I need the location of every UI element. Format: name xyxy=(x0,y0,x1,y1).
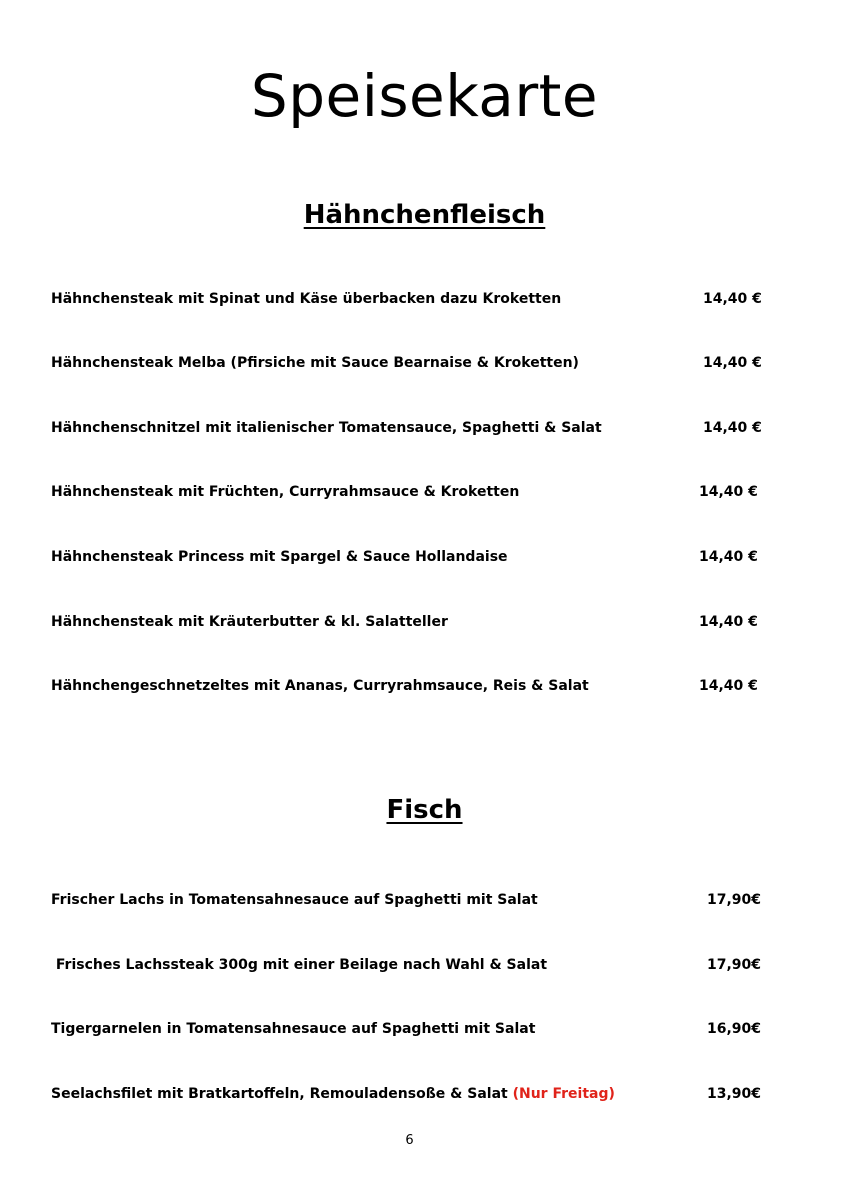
dish-price: 17,90€ xyxy=(707,892,762,908)
dish-price: 14,40 € xyxy=(703,420,762,436)
dish-price: 14,40 € xyxy=(699,549,758,565)
dish-name: Hähnchensteak mit Kräuterbutter & kl. Salatteller xyxy=(51,614,448,630)
dish-price: 14,40 € xyxy=(699,614,758,630)
dish-name: Hähnchenschnitzel mit italienischer Tomatensauce, Spaghetti & Salat xyxy=(51,420,602,436)
dish-price: 14,40 € xyxy=(699,678,758,694)
section-heading-fish-label: Fisch xyxy=(386,795,463,825)
dish-name: Hähnchengeschnetzeltes mit Ananas, Curryrahmsauce, Reis & Salat xyxy=(51,678,589,694)
menu-item xyxy=(51,1083,771,1105)
section-heading-fish xyxy=(0,793,849,827)
dish-name: Hähnchensteak Princess mit Spargel & Sauce Hollandaise xyxy=(51,549,508,565)
dish-price: 14,40 € xyxy=(703,355,762,371)
menu-item xyxy=(51,546,771,568)
dish-price: 17,90€ xyxy=(707,957,762,973)
dish-price: 14,40 € xyxy=(699,484,758,500)
menu-item xyxy=(51,675,771,697)
menu-item xyxy=(51,352,771,374)
dish-price: 16,90€ xyxy=(707,1021,762,1037)
menu-item xyxy=(51,481,771,503)
dish-name: Frisches Lachssteak 300g mit einer Beilage nach Wahl & Salat xyxy=(51,957,548,973)
page-title: Speisekarte xyxy=(250,62,599,130)
menu-item xyxy=(51,889,771,911)
menu-item xyxy=(51,954,771,976)
dish-price: 13,90€ xyxy=(707,1086,762,1102)
dish-name: Frischer Lachs in Tomatensahnesauce auf Spaghetti mit Salat xyxy=(51,892,538,908)
section-heading-chicken xyxy=(0,198,849,232)
dish-name: Hähnchensteak mit Früchten, Curryrahmsauce & Kroketten xyxy=(51,484,520,500)
dish-name: Tigergarnelen in Tomatensahnesauce auf Spaghetti mit Salat xyxy=(51,1021,536,1037)
dish-price: 14,40 € xyxy=(703,291,762,307)
section-heading-chicken-label: Hähnchenfleisch xyxy=(303,200,546,230)
menu-item xyxy=(51,1018,771,1040)
page-number: 6 xyxy=(405,1133,414,1148)
dish-name-with-note xyxy=(51,1083,615,1105)
dish-note: (Nur Freitag) xyxy=(512,1086,615,1102)
dish-name: Hähnchensteak mit Spinat und Käse überbacken dazu Kroketten xyxy=(51,291,562,307)
dish-name-text: Seelachsfilet mit Bratkartoffeln, Remouladensoße & Salat xyxy=(51,1086,508,1102)
menu-item xyxy=(51,611,771,633)
menu-item xyxy=(51,417,771,439)
dish-name: Hähnchensteak Melba (Pfirsiche mit Sauce Bearnaise & Kroketten) xyxy=(51,355,579,371)
menu-item xyxy=(51,288,771,310)
